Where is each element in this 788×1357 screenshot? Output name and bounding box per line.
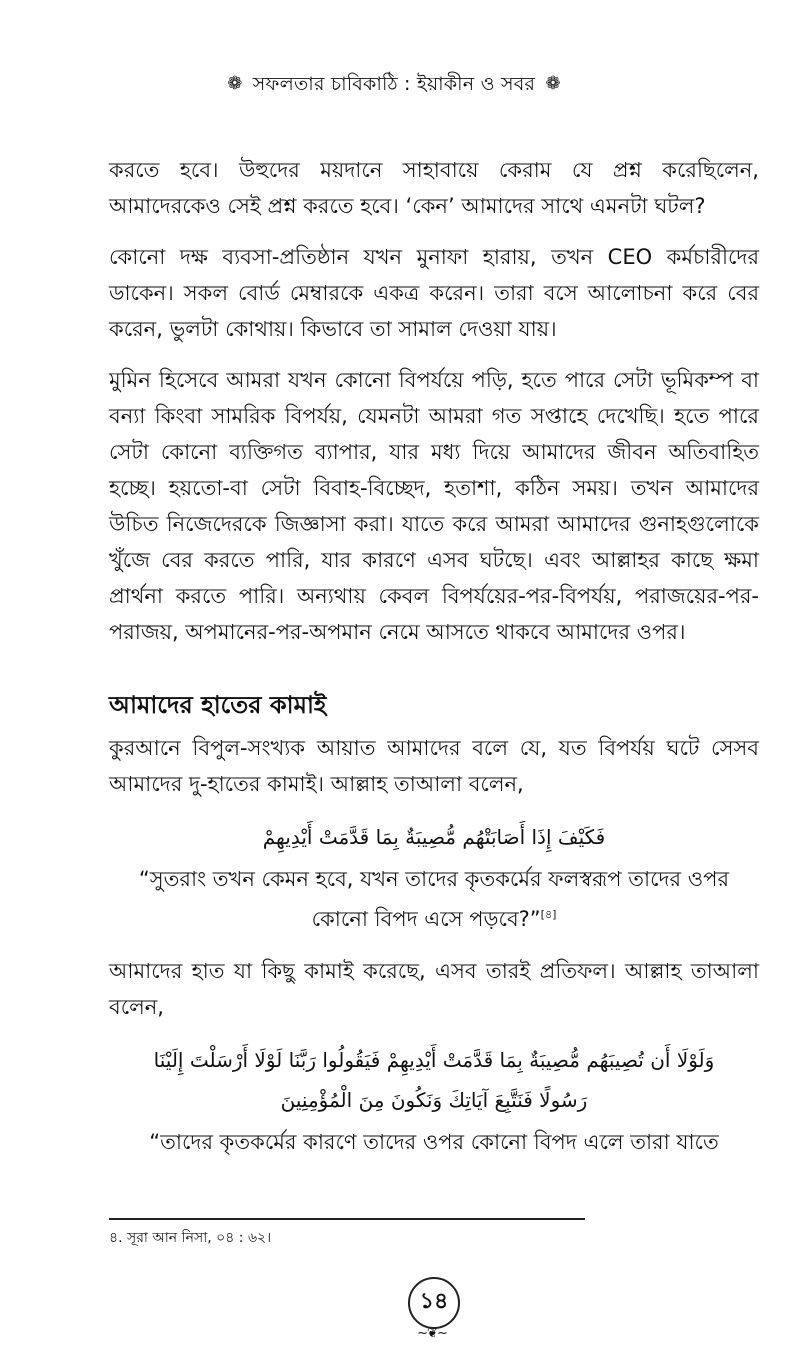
section-heading: আমাদের হাতের কামাই: [109, 691, 327, 719]
flower-ornament-icon: ❁: [227, 73, 243, 94]
paragraph: কোনো দক্ষ ব্যবসা-প্রতিষ্ঠান যখন মুনাফা হারায়, তখন CEO কর্মচারীদের ডাকেন। সকল বোর্ড মেম্বারকে একত্র করেন। তারা বসে আলোচনা করে বের করেন, ভুলটা কোথায়। কিভাবে তা সামাল দেওয়া যায়।: [109, 245, 759, 341]
arabic-verse-line: وَلَوْلَا أَن تُصِيبَهُم مُّصِيبَةٌ بِمَا قَدَّمَتْ أَيْدِيهِمْ فَيَقُولُوا رَبَّنَا لَوْلَا أَرْسَلْتَ إِلَيْنَا: [153, 1048, 715, 1072]
page-number: ১৪: [408, 1277, 460, 1329]
running-header: [0, 70, 788, 102]
page-body: [109, 152, 759, 1176]
verse-translation: “তাদের কৃতকর্মের কারণে তাদের ওপর কোনো বিপদ এলে তারা যাতে: [149, 1130, 719, 1154]
flourish-ornament-icon: ~❦~: [417, 1326, 447, 1341]
footnote-reference: [৪]: [540, 908, 557, 921]
footnote: ৪. সূরা আন নিসা, ০৪ : ৬২।: [109, 1230, 272, 1246]
paragraph: মুমিন হিসেবে আমরা যখন কোনো বিপর্যয়ে পড়ি, হতে পারে সেটা ভূমিকম্প বা বন্যা কিংবা সামরিক বিপর্যয়, যেমনটা আমরা গত সপ্তাহে দেখেছি। হতে পারে সেটা কোনো ব্যক্তিগত ব্যাপার, যার মধ্য দিয়ে আমাদের জীবন অতিবাহিত হচ্ছে। হয়তো-বা সেটা বিবাহ-বিচ্ছেদ, হতাশা, কঠিন সময়। তখন আমাদের উচিত নিজেদেরকে জিজ্ঞাসা করা। যাতে করে আমরা আমাদের গুনাহগুলোকে খুঁজে বের করতে পারি, যার কারণে এসব ঘটছে। এবং আল্লাহর কাছে ক্ষমা প্রার্থনা করতে পারি। অন্যথায় কেবল বিপর্যয়ের-পর-বিপর্যয়, পরাজয়ের-পর-পরাজয়, অপমানের-পর-অপমান নেমে আসতে থাকবে আমাদের ওপর।: [109, 368, 759, 644]
paragraph: আমাদের হাত যা কিছু কামাই করেছে, এসব তারই প্রতিফল। আল্লাহ তাআলা বলেন,: [109, 959, 759, 1019]
arabic-verse: فَكَيْفَ إِذَا أَصَابَتْهُم مُّصِيبَةٌ بِمَا قَدَّمَتْ أَيْدِيهِمْ: [262, 825, 606, 849]
arabic-verse-line: رَسُولًا فَنَتَّبِعَ آيَاتِكَ وَنَكُونَ مِنَ الْمُؤْمِنِينَ: [280, 1088, 588, 1112]
footnote-divider: [109, 1218, 585, 1220]
verse-translation: [109, 861, 759, 937]
paragraph: করতে হবে। উহুদের ময়দানে সাহাবায়ে কেরাম যে প্রশ্ন করেছিলেন, আমাদেরকেও সেই প্রশ্ন করতে হবে। ‘কেন’ আমাদের সাথে এমনটা ঘটল?: [109, 158, 759, 218]
running-header-title: সফলতার চাবিকাঠি : ইয়াকীন ও সবর: [252, 73, 536, 95]
section-intro: কুরআনে বিপুল-সংখ্যক আয়াত আমাদের বলে যে, যত বিপর্যয় ঘটে সেসব আমাদের দু-হাতের কামাই। আল্লাহ তাআলা বলেন,: [109, 736, 759, 796]
flower-ornament-icon: ❁: [545, 73, 561, 94]
verse-translation-text: “সুতরাং তখন কেমন হবে, যখন তাদের কৃতকর্মের ফলস্বরূপ তাদের ওপর কোনো বিপদ এসে পড়বে?”: [138, 867, 730, 931]
